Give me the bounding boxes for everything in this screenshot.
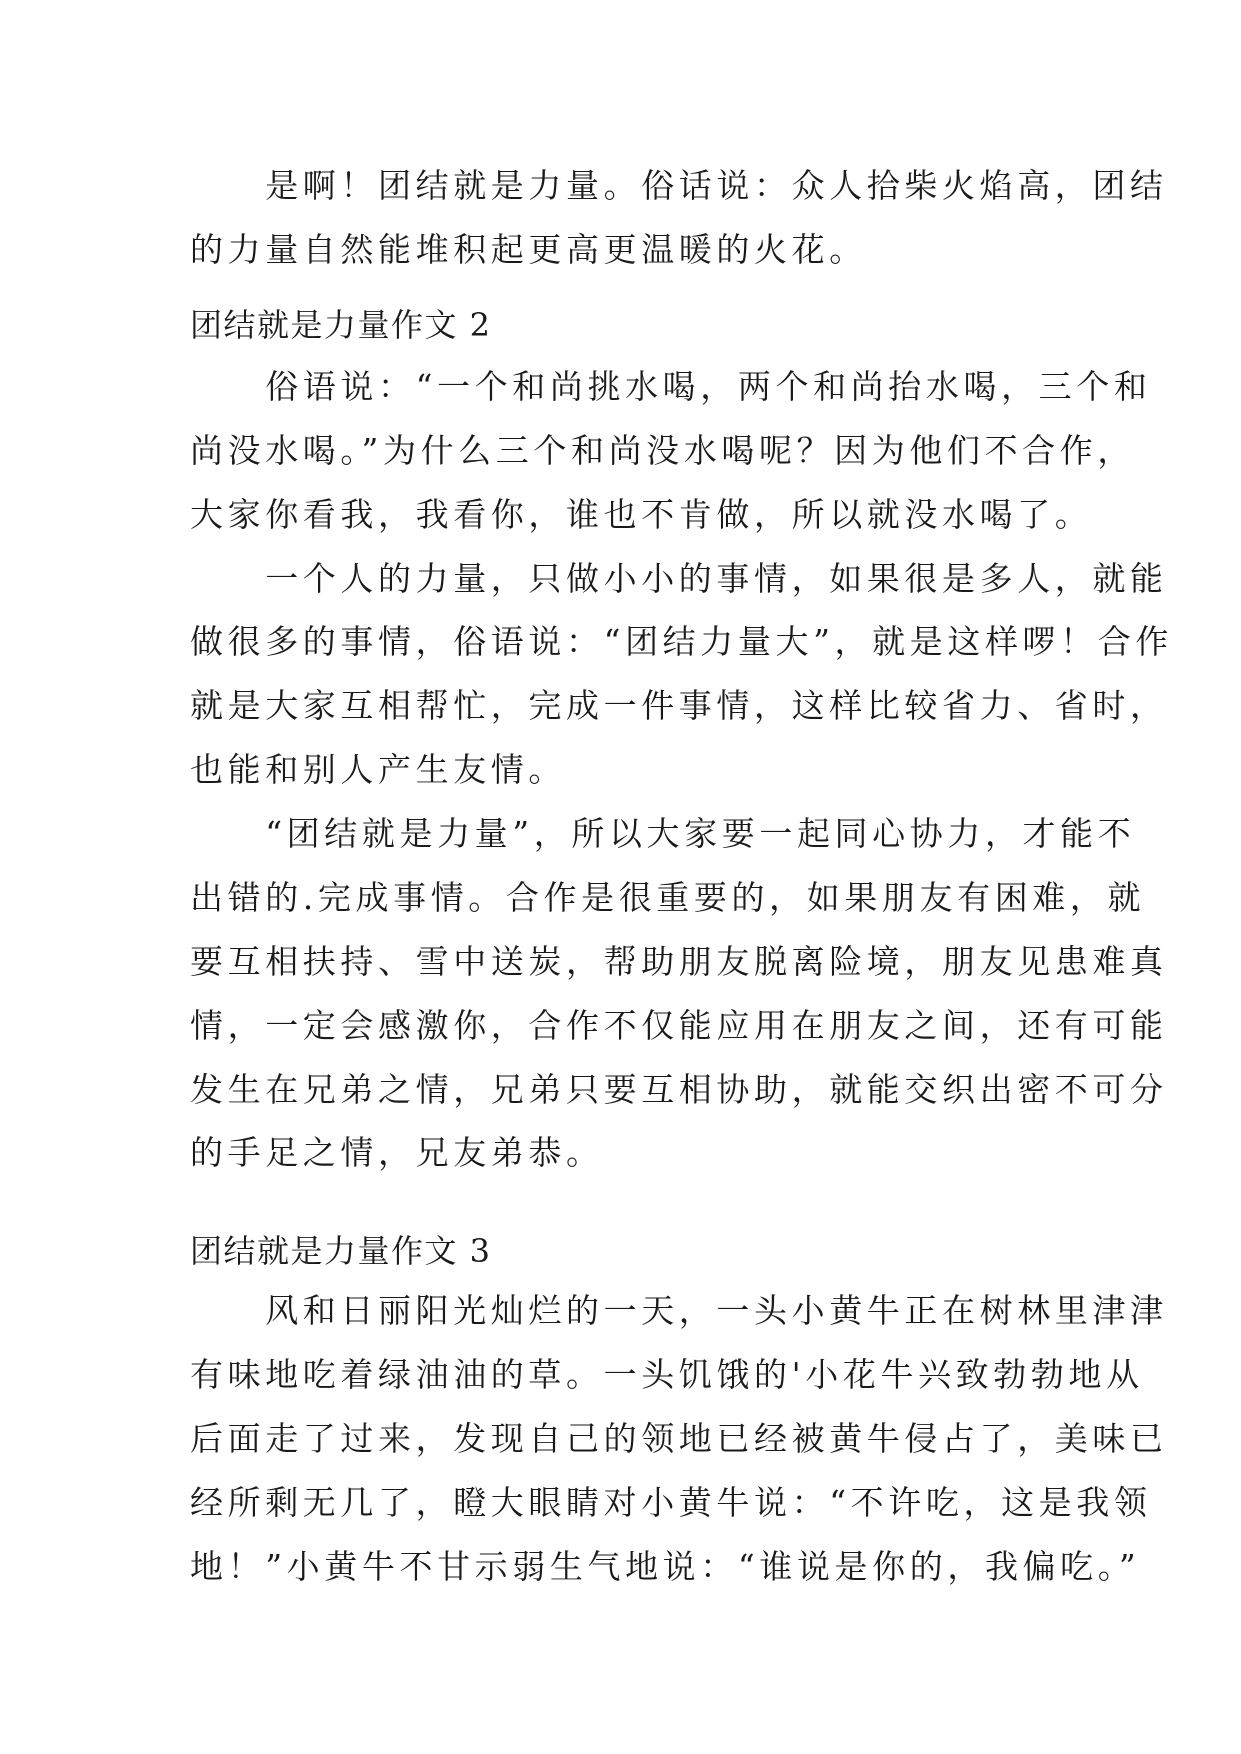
section-heading: 团结就是力量作文 3	[190, 1232, 492, 1270]
paragraph-line: 一个人的力量，只做小小的事情，如果很是多人，就能	[190, 559, 1168, 598]
paragraph-line: 有味地吃着绿油油的草。一头饥饿的'小花牛兴致勃勃地从	[190, 1355, 1144, 1394]
paragraph-line: 的手足之情，兄友弟恭。	[190, 1133, 604, 1172]
paragraph-line: 情，一定会感激你，合作不仅能应用在朋友之间，还有可能	[190, 1006, 1168, 1045]
paragraph-line: 经所剩无几了，瞪大眼睛对小黄牛说：“不许吃，这是我领	[190, 1483, 1152, 1522]
paragraph-line: 是啊！团结就是力量。俗话说：众人拾柴火焰高，团结	[190, 166, 1168, 205]
paragraph-line: 做很多的事情，俗语说：“团结力量大”，就是这样啰！合作	[190, 622, 1173, 661]
paragraph-line: 俗语说：“一个和尚挑水喝，两个和尚抬水喝，三个和	[190, 367, 1152, 406]
paragraph-line: 也能和别人产生友情。	[190, 750, 566, 789]
paragraph-line: 出错的.完成事情。合作是很重要的，如果朋友有困难，就	[190, 878, 1146, 917]
paragraph-line: 就是大家互相帮忙，完成一件事情，这样比较省力、省时，	[190, 686, 1168, 725]
paragraph-line: 地！”小黄牛不甘示弱生气地说：“谁说是你的，我偏吃。”	[190, 1547, 1141, 1586]
paragraph-line: 大家你看我，我看你，谁也不肯做，所以就没水喝了。	[190, 495, 1093, 534]
paragraph-line: 要互相扶持、雪中送炭，帮助朋友脱离险境，朋友见患难真	[190, 942, 1168, 981]
paragraph-line: “团结就是力量”，所以大家要一起同心协力，才能不	[190, 814, 1136, 853]
paragraph-line: 后面走了过来，发现自己的领地已经被黄牛侵占了，美味已	[190, 1419, 1168, 1458]
paragraph-line: 的力量自然能堆积起更高更温暖的火花。	[190, 230, 867, 269]
section-heading: 团结就是力量作文 2	[190, 306, 492, 344]
paragraph-line: 尚没水喝。”为什么三个和尚没水喝呢？因为他们不合作，	[190, 431, 1135, 470]
paragraph-line: 发生在兄弟之情，兄弟只要互相协助，就能交织出密不可分	[190, 1070, 1168, 1109]
paragraph-line: 风和日丽阳光灿烂的一天，一头小黄牛正在树林里津津	[190, 1291, 1168, 1330]
